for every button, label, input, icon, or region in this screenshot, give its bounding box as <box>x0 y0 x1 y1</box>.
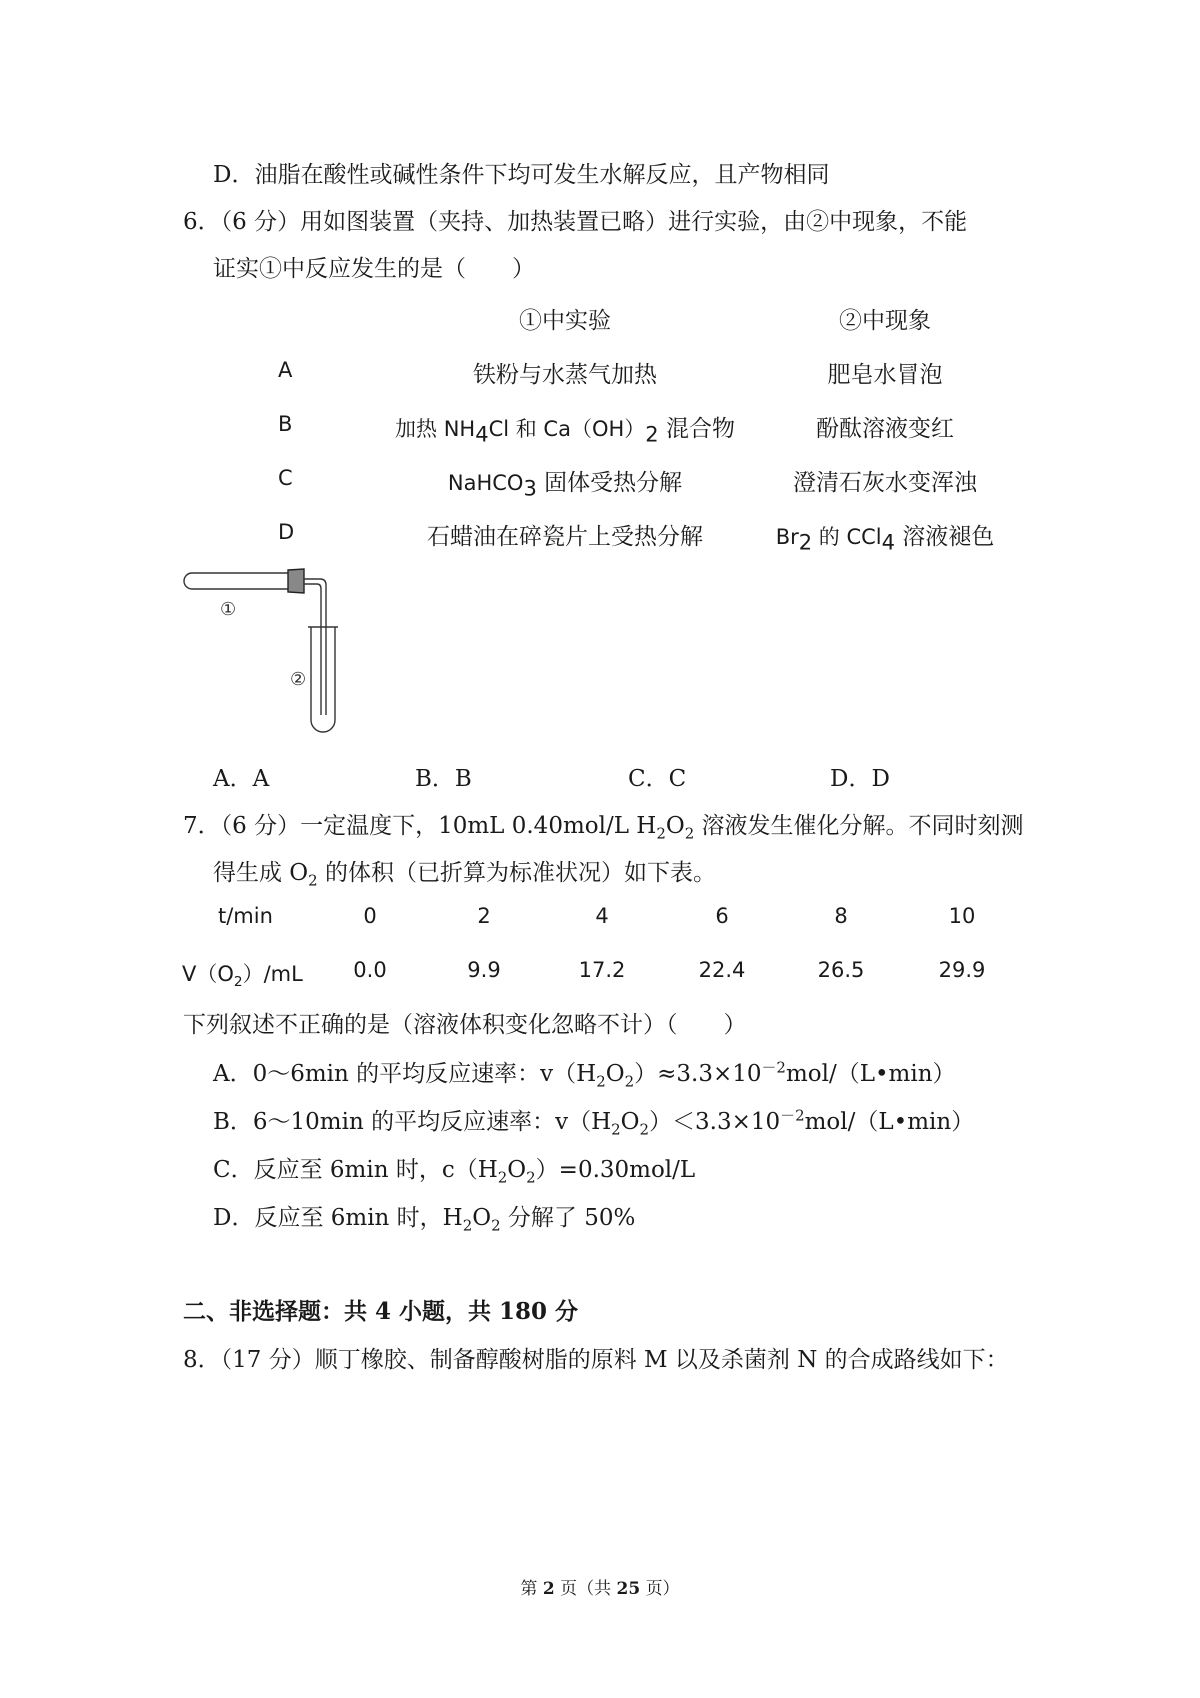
q6-row-d-phenomenon: $Br_2$ 的 CCl$_4$ 溶液褪色 <box>775 524 995 555</box>
q6-row-c-experiment: NaHCO$_3$ 固体受热分解 <box>447 470 683 501</box>
q6-row-label-c: C <box>278 466 293 490</box>
q7-t-cell: 10 <box>948 904 976 928</box>
page-footer: 第 2 页（共 25 页） <box>520 1579 680 1599</box>
q7-volume-label: $V(O_2)/mL$ <box>182 962 303 991</box>
q7-option-b[interactable]: B．6～10min 的平均反应速率：$v(H_2O_2)<3.3\times 10^{-2}mol/(L•\min)$ <box>213 1106 975 1139</box>
section-heading: 二、非选择题：共 4 小题，共 180 分 <box>183 1298 579 1325</box>
q6-row-label-d: D <box>278 520 295 544</box>
q7-t-cell: 0 <box>363 904 377 928</box>
q7-t-cell: 2 <box>477 904 491 928</box>
q7-option-a[interactable]: A．0～6min 的平均反应速率：$v(H_2O_2)\approx 3.3\times 10^{-2}mol/(L•\min)$ <box>213 1058 956 1091</box>
q6-option-b[interactable]: B．B <box>415 766 472 792</box>
q6-stem-line2: 证实①中反应发生的是（ ） <box>213 256 535 282</box>
q7-option-d[interactable]: D．反应至 6min 时，$H_2O_2$ 分解了 50% <box>213 1205 636 1235</box>
q7-v-cell: 9.9 <box>467 958 501 982</box>
q6-header-experiment: ①中实验 <box>519 308 611 334</box>
q6-option-c[interactable]: C．C <box>628 766 687 792</box>
q6-header-phenomenon: ②中现象 <box>839 308 931 334</box>
q7-stem-line2: 得生成 $O_2$ 的体积（已折算为标准状况）如下表。 <box>213 860 716 890</box>
q6-row-d-experiment: 石蜡油在碎瓷片上受热分解 <box>427 524 703 550</box>
delivery-tube <box>304 579 326 715</box>
horizontal-test-tube <box>184 573 290 589</box>
q7-stem-line1: 7．（6 分）一定温度下，10mL 0.40mol/L $H_2O_2$ 溶液发生催化分解。不同时刻测 <box>183 813 1024 843</box>
vertical-test-tube <box>311 627 335 732</box>
q6-row-b-experiment: 加热 $NH_4Cl$ 和 $Ca(OH)_2$ 混合物 <box>395 416 735 447</box>
q6-row-a-experiment: 铁粉与水蒸气加热 <box>473 362 657 388</box>
q6-row-b-phenomenon: 酚酞溶液变红 <box>816 416 954 442</box>
q7-v-cell: 17.2 <box>578 958 626 982</box>
delivery-tube-inner <box>304 584 321 715</box>
q5-option-d: D．油脂在酸性或碱性条件下均可发生水解反应，且产物相同 <box>213 162 830 188</box>
rubber-stopper <box>288 569 304 593</box>
q6-row-label-a: A <box>278 358 293 382</box>
q6-row-a-phenomenon: 肥皂水冒泡 <box>827 362 943 388</box>
figure-label-2: ② <box>290 669 307 690</box>
q7-t-cell: 4 <box>595 904 609 928</box>
q6-option-a[interactable]: A．A <box>213 766 270 792</box>
q7-option-c[interactable]: C．反应至 6min 时，$c(H_2O_2)=0.30mol/L$ <box>213 1157 696 1187</box>
q7-time-label: t/min <box>218 904 273 928</box>
q8-stem-line1: 8．（17 分）顺丁橡胶、制备醇酸树脂的原料 M 以及杀菌剂 N 的合成路线如下： <box>183 1347 1009 1373</box>
q7-question: 下列叙述不正确的是（溶液体积变化忽略不计）（ ） <box>183 1012 747 1038</box>
q7-t-cell: 6 <box>715 904 729 928</box>
q6-stem-line1: 6．（6 分）用如图装置（夹持、加热装置已略）进行实验，由②中现象，不能 <box>183 209 968 235</box>
q6-row-label-b: B <box>278 412 293 436</box>
q7-t-cell: 8 <box>834 904 848 928</box>
q7-v-cell: 22.4 <box>698 958 746 982</box>
figure-label-1: ① <box>220 599 237 620</box>
q6-option-d[interactable]: D．D <box>830 766 890 792</box>
q7-v-cell: 26.5 <box>817 958 865 982</box>
q7-v-cell: 29.9 <box>938 958 986 982</box>
apparatus-diagram <box>180 565 350 735</box>
q7-v-cell: 0.0 <box>353 958 387 982</box>
q6-row-c-phenomenon: 澄清石灰水变浑浊 <box>793 470 977 496</box>
